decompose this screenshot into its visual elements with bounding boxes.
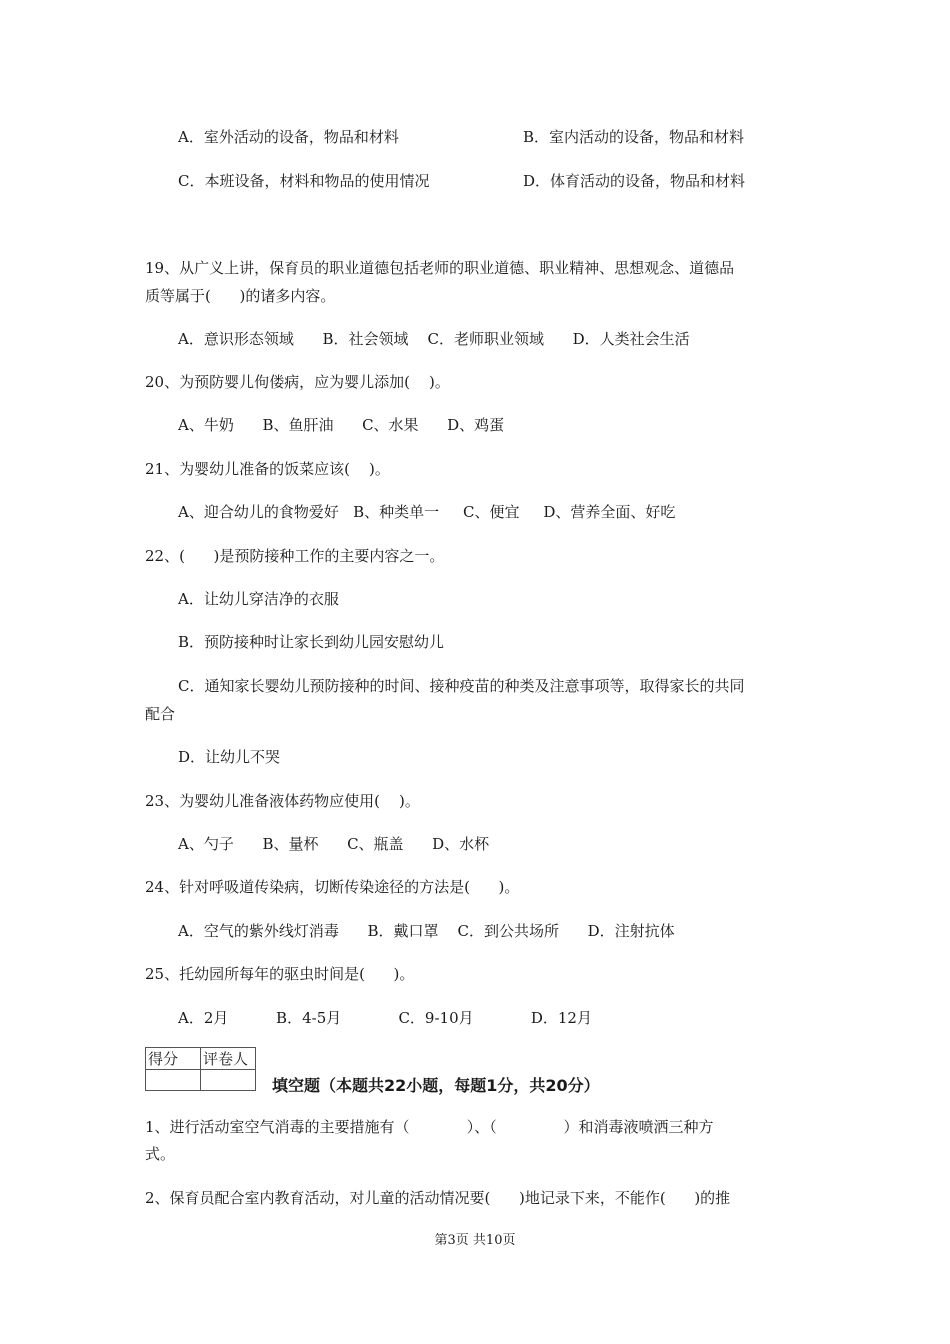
q24-text: 24、针对呼吸道传染病，切断传染途径的方法是( )。 — [145, 878, 520, 896]
q22-option-a: A．让幼儿穿洁净的衣服 — [178, 590, 339, 608]
q20-options: A、牛奶 B、鱼肝油 C、水果 D、鸡蛋 — [178, 416, 505, 434]
q22-option-c-line2: 配合 — [145, 705, 176, 723]
score-header: 得分 — [146, 1048, 201, 1070]
fill1-text-line1: 1、进行活动室空气消毒的主要措施有（ ）、（ ）和消毒液喷洒三种方 — [145, 1118, 714, 1136]
q18-option-d: D．体育活动的设备，物品和材料 — [523, 172, 746, 190]
q24-options: A．空气的紫外线灯消毒 B．戴口罩 C．到公共场所 D．注射抗体 — [178, 922, 675, 940]
q19-text-line1: 19、从广义上讲，保育员的职业道德包括老师的职业道德、职业精神、思想观念、道德品 — [145, 259, 735, 277]
q19-text-line2: 质等属于( )的诸多内容。 — [145, 287, 336, 305]
score-cell[interactable] — [146, 1070, 201, 1091]
page-footer: 第3页 共10页 — [434, 1233, 516, 1248]
fill1-text-line2: 式。 — [145, 1145, 176, 1163]
q21-options: A、迎合幼儿的食物爱好 B、种类单一 C、便宜 D、营养全面、好吃 — [178, 503, 676, 521]
q18-option-b: B．室内活动的设备，物品和材料 — [523, 128, 745, 146]
q25-options: A．2月 B．4-5月 C．9-10月 D．12月 — [178, 1009, 592, 1027]
grader-header: 评卷人 — [201, 1048, 256, 1070]
grader-cell[interactable] — [201, 1070, 256, 1091]
q23-options: A、勺子 B、量杯 C、瓶盖 D、水杯 — [178, 835, 490, 853]
q22-option-b: B．预防接种时让家长到幼儿园安慰幼儿 — [178, 633, 445, 651]
q23-text: 23、为婴幼儿准备液体药物应使用( )。 — [145, 792, 420, 810]
score-table — [145, 1047, 256, 1091]
q22-text: 22、( )是预防接种工作的主要内容之一。 — [145, 547, 445, 565]
q22-option-d: D．让幼儿不哭 — [178, 748, 281, 766]
q19-options: A．意识形态领域 B．社会领域 C．老师职业领域 D．人类社会生活 — [178, 330, 690, 348]
q18-option-c: C．本班设备，材料和物品的使用情况 — [178, 172, 430, 190]
q21-text: 21、为婴幼儿准备的饭菜应该( )。 — [145, 460, 390, 478]
q18-option-a: A．室外活动的设备，物品和材料 — [178, 128, 399, 146]
section-title: 填空题（本题共22小题，每题1分，共20分） — [272, 1076, 600, 1095]
q25-text: 25、托幼园所每年的驱虫时间是( )。 — [145, 965, 415, 983]
q22-option-c-line1: C．通知家长婴幼儿预防接种的时间、接种疫苗的种类及注意事项等，取得家长的共同 — [178, 677, 745, 695]
q20-text: 20、为预防婴儿佝偻病，应为婴儿添加( )。 — [145, 373, 450, 391]
fill2-text-line1: 2、保育员配合室内教育活动，对儿童的活动情况要( )地记录下来，不能作( )的推 — [145, 1189, 731, 1207]
